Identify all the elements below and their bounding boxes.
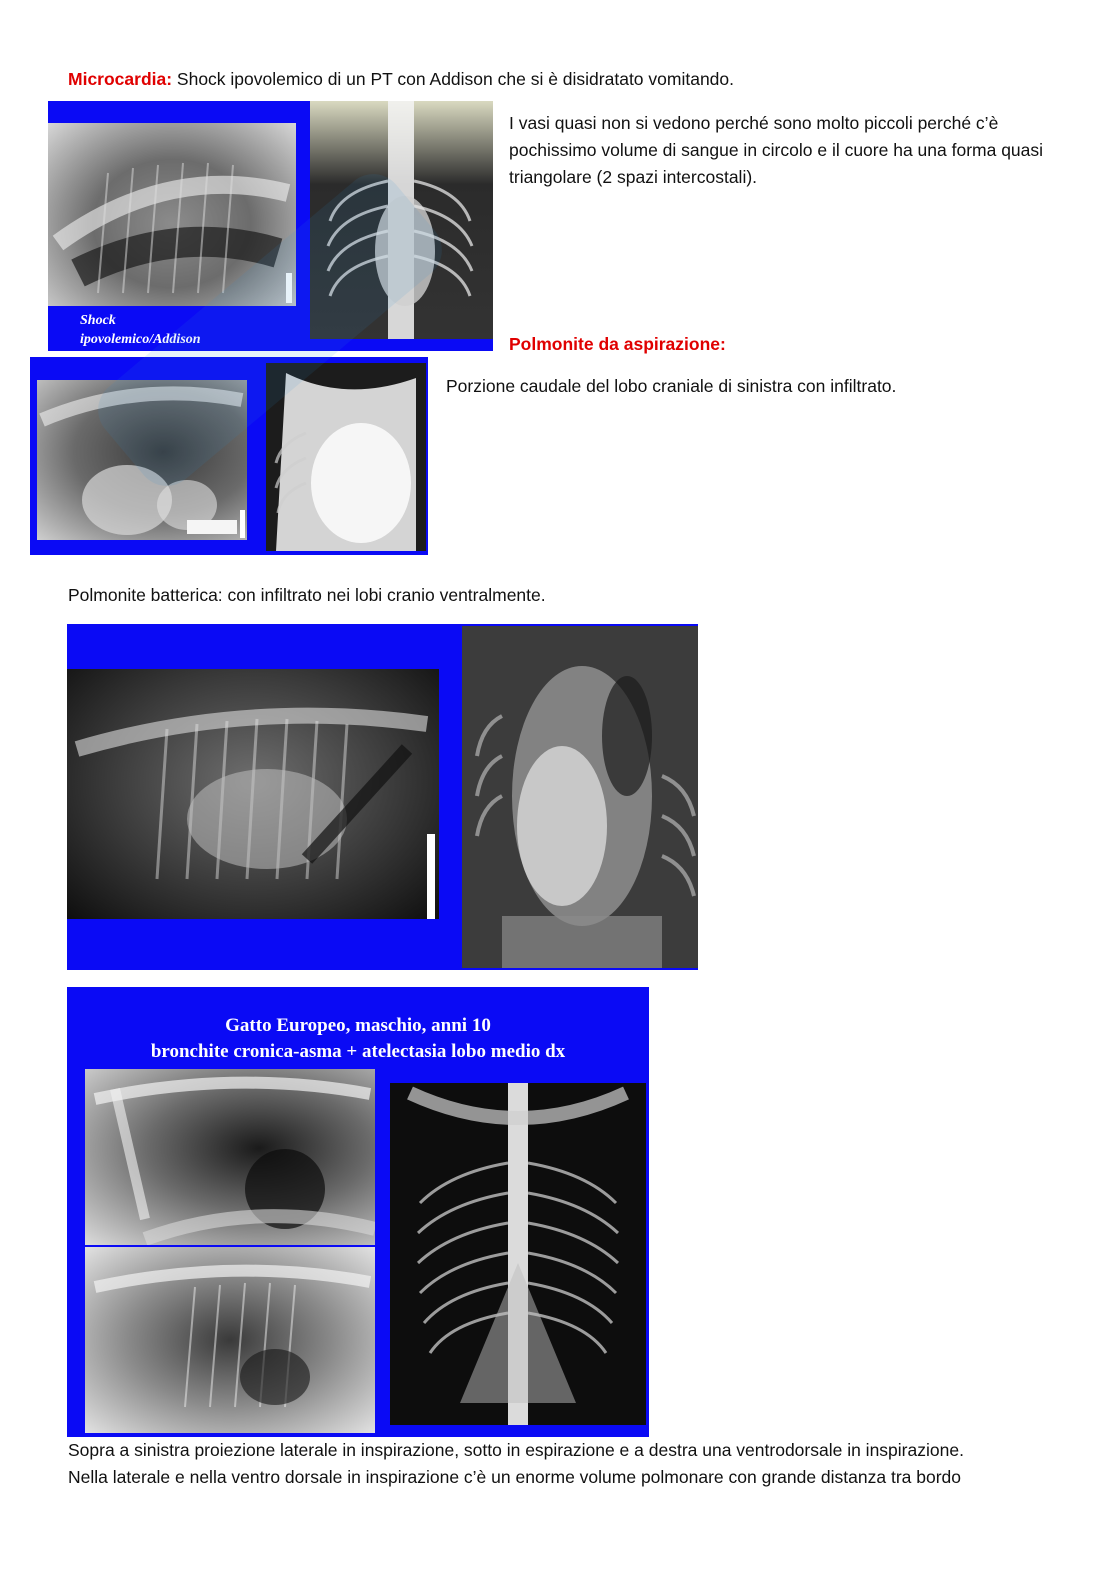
caption-line2: ipovolemico/Addison [80, 332, 201, 347]
cat-vd-xray [390, 1083, 646, 1425]
aspiration-description: Porzione caudale del lobo craniale di sinistra con infiltrato. [446, 376, 897, 396]
aspiration-heading: Polmonite da aspirazione: [509, 334, 726, 354]
microcardia-caption [80, 311, 201, 349]
bacterial-vd-xray [462, 626, 698, 968]
bacterial-lateral-xray [67, 669, 439, 919]
microcardia-vd-xray [310, 101, 493, 339]
cat-figure-title [67, 1013, 649, 1065]
cat-figure [67, 987, 649, 1437]
cat-description-line1: Sopra a sinistra proiezione laterale in inspirazione, sotto in espirazione e a destra una ventrodorsale in inspirazione. [68, 1440, 964, 1460]
bacterial-heading: Polmonite batterica: con infiltrato nei lobi cranio ventralmente. [68, 585, 546, 605]
cat-lateral-inspiration-xray [85, 1069, 375, 1245]
microcardia-figure [48, 101, 493, 351]
cat-title-line2: bronchite cronica-asma + atelectasia lobo medio dx [150, 1041, 566, 1062]
aspiration-lateral-xray [37, 380, 247, 540]
cat-description-line2: Nella laterale e nella ventro dorsale in inspirazione c’è un enorme volume polmonare con grande distanza tra bordo [68, 1467, 962, 1487]
aspiration-vd-xray [266, 363, 426, 551]
microcardia-lateral-xray [48, 123, 296, 306]
cat-lateral-expiration-xray [85, 1247, 375, 1433]
caption-line1: Shock [80, 313, 116, 328]
cat-title-line1: Gatto Europeo, maschio, anni 10 [225, 1015, 491, 1036]
bacterial-figure [67, 624, 698, 970]
aspiration-figure [30, 357, 428, 555]
microcardia-description: I vasi quasi non si vedono perché sono molto piccoli perché c’è pochissimo volume di sangue in circolo e il cuore ha una forma quasi triangolare (2 spazi intercostali). [509, 113, 1044, 187]
microcardia-line [68, 66, 734, 93]
microcardia-heading: Microcardia: [68, 69, 173, 89]
microcardia-text: Shock ipovolemico di un PT con Addison che si è disidratato vomitando. [172, 69, 735, 89]
